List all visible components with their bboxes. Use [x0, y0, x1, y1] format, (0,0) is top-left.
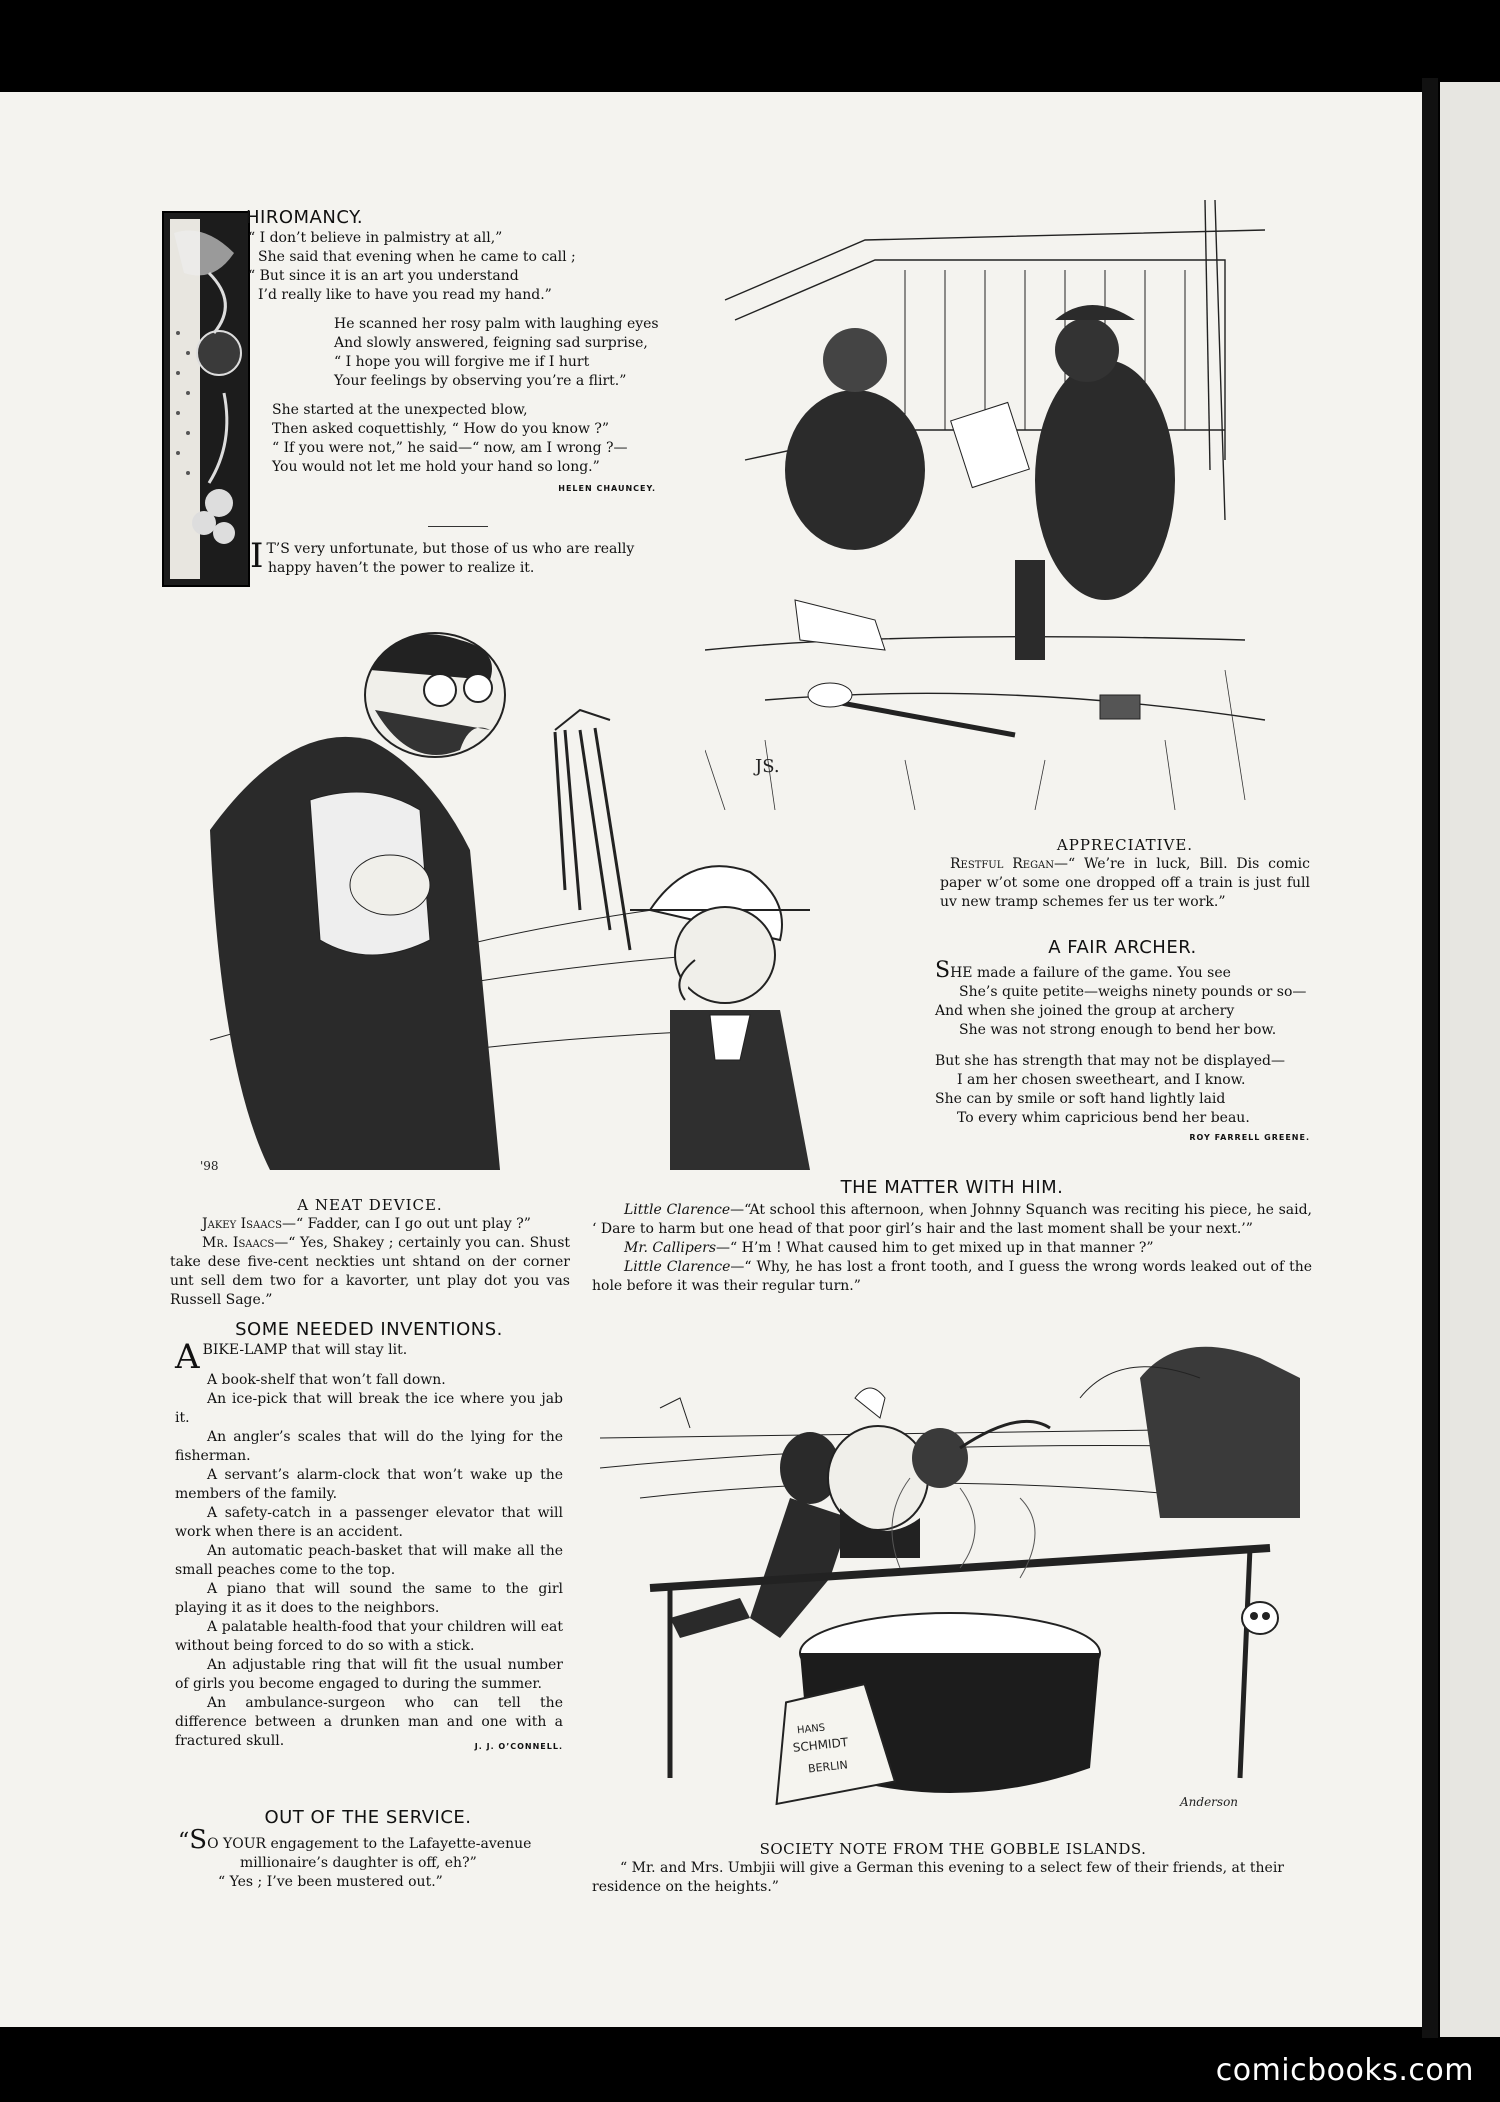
invention-item: An ambulance-surgeon who can tell the difference between a drunken man and one with a fractured skull. [175, 1695, 563, 1749]
fair-archer-dropcap: S [935, 958, 951, 983]
out-of-service-line-2: millionaire’s daughter is off, eh?” [240, 1855, 477, 1871]
matter-with-him [592, 1178, 1312, 1296]
fair-archer-title: A FAIR ARCHER. [1048, 937, 1197, 958]
divider [428, 526, 488, 527]
neat-device-caption [170, 1196, 570, 1310]
verse-line: You would not let me hold your hand so long.” [272, 459, 600, 475]
fair-archer-stanza-2 [935, 1052, 1310, 1128]
matter-para-2 [592, 1239, 1312, 1258]
verse-line: Then asked coquettishly, “ How do you know ?” [272, 421, 610, 437]
unfortunate-joke [250, 536, 680, 578]
invention-item: An angler’s scales that will do the lying for the fisherman. [175, 1429, 563, 1464]
inventions-dropcap: A [175, 1337, 200, 1377]
neat-device-illustration [170, 610, 880, 1185]
fair-archer-poem [935, 938, 1310, 1147]
chiromancy-poem [248, 208, 668, 498]
matter-speaker-1: Little Clarence [624, 1202, 731, 1218]
inventions-first-line: BIKE-LAMP that will stay lit. [202, 1342, 408, 1358]
watermark: comicbooks.com [1215, 2053, 1474, 2088]
inventions-list [175, 1371, 563, 1751]
invention-item: An ice-pick that will break the ice where you jab it. [175, 1391, 563, 1426]
inventions-byline: J. J. O’CONNELL. [474, 1742, 563, 1751]
page-fold [1422, 78, 1438, 2038]
bag-label-2: SCHMIDT [792, 1735, 849, 1755]
chiromancy-stanza-2 [248, 315, 668, 391]
matter-para-3 [592, 1258, 1312, 1296]
next-page-edge [1440, 82, 1500, 2037]
verse-line: She’s quite petite—weighs ninety pounds or so— [959, 984, 1307, 1000]
matter-speaker-2: Mr. Callipers [624, 1240, 717, 1256]
verse-line: She started at the unexpected blow, [272, 402, 528, 418]
neat-device-title: A NEAT DEVICE. [297, 1196, 443, 1214]
verse-line: To every whim capricious bend her beau. [957, 1110, 1250, 1126]
verse-line: She can by smile or soft hand lightly laid [935, 1091, 1226, 1107]
bag-label-3: BERLIN [807, 1758, 849, 1776]
chiromancy-byline: HELEN CHAUNCEY. [558, 484, 656, 493]
verse-line: “ I hope you will forgive me if I hurt [334, 354, 590, 370]
invention-item: A safety-catch in a passenger elevator that will work when there is an accident. [175, 1505, 563, 1540]
svg-text:'98: '98 [200, 1159, 219, 1173]
matter-speaker-3: Little Clarence [624, 1259, 731, 1275]
verse-line: “ If you were not,” he said—“ now, am I wrong ?— [272, 440, 628, 456]
appreciative-quote: —“ We’re in luck, Bill. Dis comic paper w’ot some one dropped off a train is just full uv new tramp schemes fer us ter work.” [940, 856, 1310, 910]
out-of-service-title: OUT OF THE SERVICE. [264, 1807, 472, 1828]
chiromancy-stanza-1 [248, 229, 668, 305]
verse-line: Your feelings by observing you’re a flirt.” [334, 373, 627, 389]
needed-inventions [175, 1320, 563, 1756]
invention-item: An adjustable ring that will fit the usual number of girls you become engaged to during the summer. [175, 1657, 563, 1692]
cannibals-signature: Anderson [1180, 1795, 1239, 1809]
matter-text-3: —“ Why, he has lost a front tooth, and I guess the wrong words leaked out of the hole before it was their regular turn.” [592, 1259, 1312, 1294]
cannibals-illustration [600, 1318, 1320, 1828]
out-of-service-quote-mark: “ [178, 1829, 190, 1854]
verse-line: “ I don’t believe in palmistry at all,” [248, 230, 503, 246]
inventions-first [175, 1337, 563, 1377]
invention-item: A piano that will sound the same to the girl playing it as it does to the neighbors. [175, 1581, 563, 1616]
invention-item: An automatic peach-basket that will make all the small peaches come to the top. [175, 1543, 563, 1578]
appreciative-text [940, 855, 1310, 912]
unfortunate-line-2: happy haven’t the power to realize it. [268, 560, 535, 576]
out-of-service-text-1: O YOUR engagement to the Lafayette-avenue [207, 1836, 532, 1852]
verse-line: But she has strength that may not be displayed— [935, 1053, 1286, 1069]
appreciative-caption [940, 836, 1310, 912]
verse-line: “ But since it is an art you understand [248, 268, 519, 284]
verse-line: And slowly answered, feigning sad surprise, [334, 335, 648, 351]
neat-device-quote-1: —“ Fadder, can I go out unt play ?” [281, 1216, 531, 1232]
verse-line: He scanned her rosy palm with laughing eyes [334, 316, 659, 332]
invention-item: A palatable health-food that your children will eat without being forced to do so with a stick. [175, 1619, 563, 1654]
inventions-title: SOME NEEDED INVENTIONS. [235, 1319, 503, 1340]
matter-para-1 [592, 1201, 1312, 1239]
neat-device-quote-2: —“ Yes, Shakey ; certainly you can. Shust take dese five-cent neckties unt shtand on der corner unt sell dem two for a kavorter, unt play dot you vas Russell Sage.” [170, 1235, 571, 1308]
chiromancy-stanza-3 [248, 401, 668, 477]
unfortunate-line-1: T’S very unfortunate, but those of us who are really [266, 541, 635, 557]
matter-text-2: —“ H’m ! What caused him to get mixed up in that manner ?” [716, 1240, 1154, 1256]
society-note-text: “ Mr. and Mrs. Umbjii will give a German this evening to a select few of their friends, at their residence on the heights.” [592, 1860, 1285, 1895]
verse-line: I’d really like to have you read my hand.” [258, 287, 552, 303]
unfortunate-dropcap: I [250, 536, 264, 576]
society-note-caption [592, 1840, 1314, 1897]
verse-line: She was not strong enough to bend her bow. [959, 1022, 1277, 1038]
appreciative-title: APPRECIATIVE. [1056, 836, 1194, 854]
matter-text-1: —“At school this afternoon, when Johnny Squanch was reciting his piece, he said, ‘ Dare to harm but one head of that poor girl’s hair and the last moment shall be your next.’” [592, 1202, 1312, 1237]
society-note-title: SOCIETY NOTE FROM THE GOBBLE ISLANDS. [759, 1840, 1147, 1858]
invention-item: A book-shelf that won’t fall down. [207, 1372, 446, 1388]
invention-item: A servant’s alarm-clock that won’t wake up the members of the family. [175, 1467, 563, 1502]
verse-line: She said that evening when he came to call ; [258, 249, 576, 265]
out-of-service-line-3: “ Yes ; I’ve been mustered out.” [218, 1874, 443, 1890]
verse-line [935, 958, 1310, 983]
tramps-signature: JS. [755, 756, 780, 777]
fair-archer-stanza-1 [935, 958, 1310, 1040]
out-of-service-line-1 [178, 1825, 558, 1855]
matter-title: THE MATTER WITH HIM. [840, 1177, 1064, 1198]
verse-text: HE made a failure of the game. You see [950, 965, 1231, 981]
fair-archer-byline: ROY FARRELL GREENE. [1189, 1133, 1310, 1142]
verse-line: I am her chosen sweetheart, and I know. [957, 1072, 1246, 1088]
bag-label-1: HANS [796, 1722, 826, 1737]
neat-device-speaker-2: Mr. Isaacs [202, 1235, 275, 1251]
neat-device-line-2 [170, 1234, 570, 1310]
neat-device-line-1 [170, 1215, 570, 1234]
chiromancy-title: HIROMANCY. [246, 207, 364, 228]
verse-line: And when she joined the group at archery [935, 1003, 1235, 1019]
out-of-service [178, 1808, 558, 1892]
appreciative-speaker: Restful Regan [950, 856, 1055, 872]
ornamental-initial-c [162, 211, 250, 587]
neat-device-speaker-1: Jakey Isaacs [202, 1216, 282, 1232]
out-of-service-dropcap: S [189, 1825, 208, 1855]
